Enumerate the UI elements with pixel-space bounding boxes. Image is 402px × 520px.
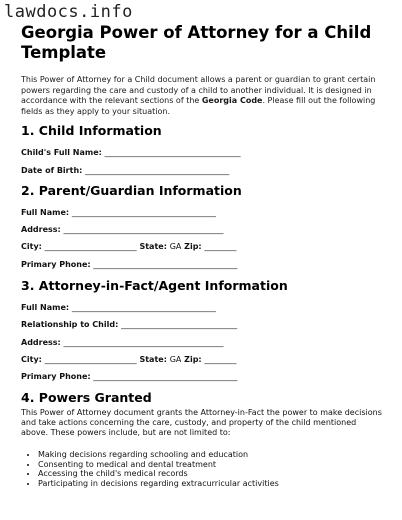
child-full-name-field[interactable] xyxy=(21,148,241,158)
powers-paragraph: This Power of Attorney document grants the Attorney-in-Fact the power to make decisions and take actions concerning the care, custody, and property of the child mentioned above. These powers include, but are not limited to: xyxy=(21,408,382,437)
parent-phone-field[interactable] xyxy=(21,260,237,270)
parent-address-field[interactable] xyxy=(21,225,224,235)
fill-line: ________________________________________ xyxy=(63,338,224,347)
zip-label: Zip: xyxy=(184,355,202,364)
parent-city-state-zip-field[interactable] xyxy=(21,242,236,252)
agent-relationship-field[interactable] xyxy=(21,320,237,330)
fill-line: __________________________________ xyxy=(104,148,241,157)
intro-paragraph xyxy=(21,75,383,117)
agent-address-field[interactable] xyxy=(21,338,224,348)
section-heading-child: 1. Child Information xyxy=(21,123,162,138)
field-label: Full Name: xyxy=(21,208,70,217)
field-label: Relationship to Child: xyxy=(21,320,119,329)
field-label: Date of Birth: xyxy=(21,166,83,175)
fill-line: ________________________________________ xyxy=(63,225,224,234)
section-heading-agent: 3. Attorney-in-Fact/Agent Information xyxy=(21,278,288,293)
city-label: City: xyxy=(21,242,42,251)
intro-text-end: . Please fill out the following fields as they apply to your situation. xyxy=(21,96,376,116)
section-heading-powers: 4. Powers Granted xyxy=(21,390,152,405)
fill-line: _______________________ xyxy=(44,355,137,364)
field-label: Primary Phone: xyxy=(21,260,91,269)
zip-label: Zip: xyxy=(184,242,202,251)
child-dob-field[interactable] xyxy=(21,166,229,176)
list-item: • Accessing the child's medical records xyxy=(38,469,383,479)
state-value: GA xyxy=(169,355,182,364)
agent-full-name-field[interactable] xyxy=(21,303,216,313)
fill-line: ________ xyxy=(204,242,237,251)
list-item: • Participating in decisions regarding extracurricular activities xyxy=(38,479,383,489)
fill-line: _______________________ xyxy=(44,242,137,251)
powers-list xyxy=(21,450,383,488)
state-value: GA xyxy=(169,242,182,251)
intro-bold: Georgia Code xyxy=(201,96,263,105)
agent-city-state-zip-field[interactable] xyxy=(21,355,236,365)
field-label: Child's Full Name: xyxy=(21,148,102,157)
list-item: • Making decisions regarding schooling and education xyxy=(38,450,383,460)
fill-line: ________ xyxy=(204,355,237,364)
fill-line: ____________________________________ xyxy=(71,303,216,312)
field-label: Address: xyxy=(21,338,61,347)
agent-phone-field[interactable] xyxy=(21,372,237,382)
section-heading-parent: 2. Parent/Guardian Information xyxy=(21,183,242,198)
watermark: lawdocs.info xyxy=(4,2,133,22)
parent-full-name-field[interactable] xyxy=(21,208,216,218)
field-label: Address: xyxy=(21,225,61,234)
list-item: • Consenting to medical and dental treatment xyxy=(38,460,383,470)
fill-line: ____________________________________ xyxy=(93,260,238,269)
page-title: Georgia Power of Attorney for a Child Template xyxy=(21,23,372,62)
fill-line: ____________________________________ xyxy=(85,166,230,175)
document xyxy=(21,23,383,488)
field-label: Full Name: xyxy=(21,303,70,312)
city-label: City: xyxy=(21,355,42,364)
field-label: Primary Phone: xyxy=(21,372,91,381)
intro-text: This Power of Attorney for a Child document allows a parent or guardian to grant certain powers regarding the care and custody of a child to another individual. It is designed in accordance with the relevant sections of the xyxy=(21,75,376,105)
state-label: State: xyxy=(139,355,167,364)
fill-line: ____________________________________ xyxy=(93,372,238,381)
fill-line: ____________________________________ xyxy=(71,208,216,217)
fill-line: _____________________________ xyxy=(121,320,238,329)
state-label: State: xyxy=(139,242,167,251)
